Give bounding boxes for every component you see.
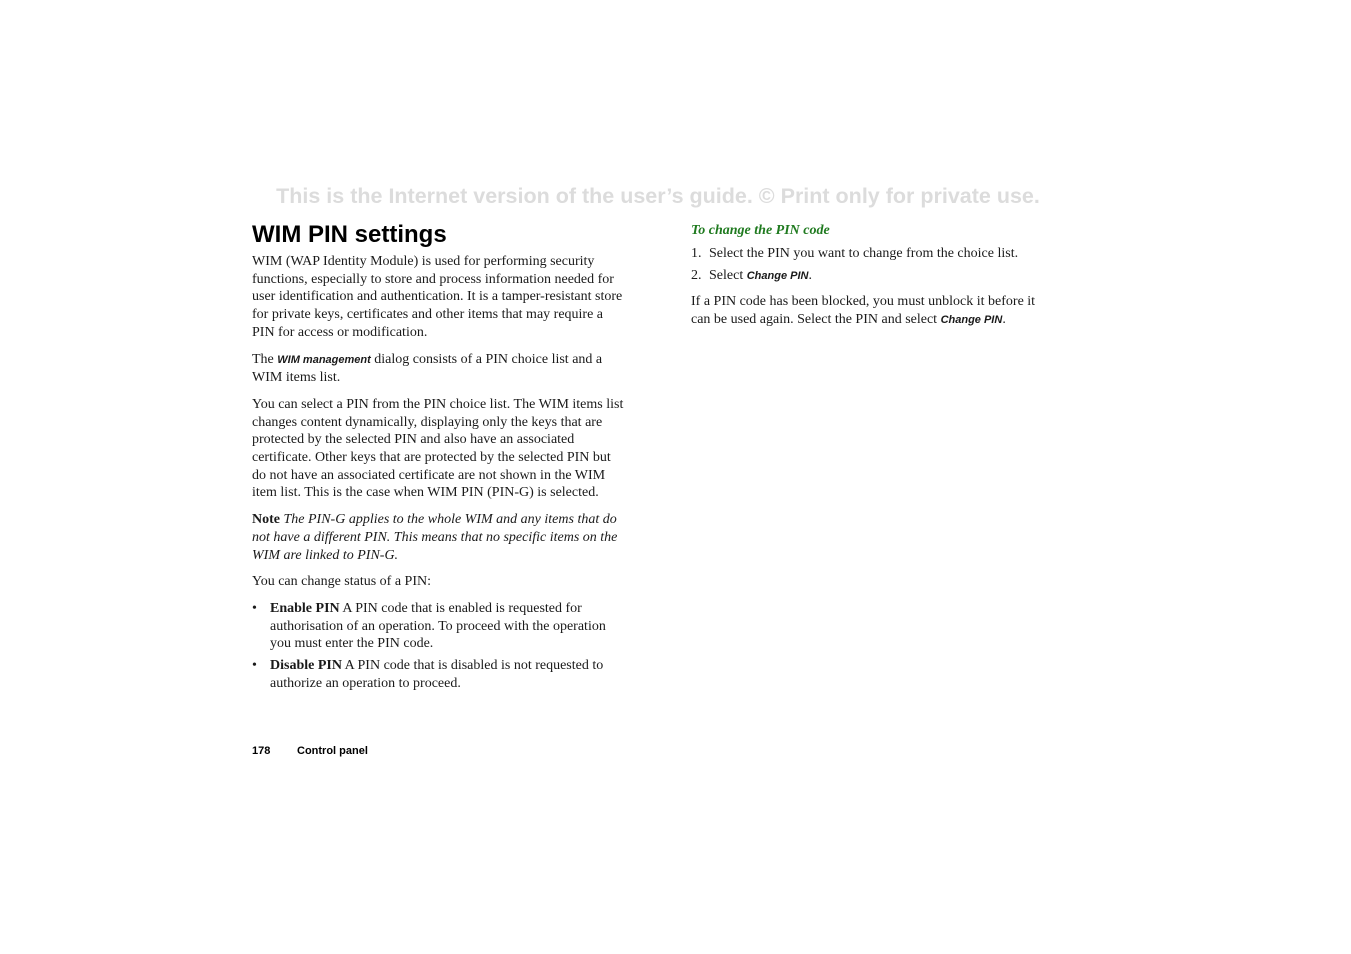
dialog-paragraph-pre: The [252, 351, 278, 367]
bullet-mark: • [252, 600, 257, 616]
disable-pin-description: A PIN code that is disabled is not requested to authorize an operation to proceed. [270, 658, 604, 691]
dialog-paragraph-post: dialog consists of a PIN choice list and a WIM items list. [252, 351, 603, 386]
page-footer [252, 745, 368, 757]
step-text-pre: Select [709, 267, 747, 283]
change-pin-label: Change PIN [940, 314, 1003, 327]
enable-pin-description: A PIN code that is enabled is requested for authorisation of an operation. To proceed with the operation you must enter the PIN code. [270, 600, 606, 652]
note-label: Note [252, 512, 280, 528]
pin-status-list [252, 600, 624, 693]
step-text: Select the PIN you want to change from the choice list. [709, 246, 1019, 261]
disable-pin-term: Disable PIN [270, 658, 342, 674]
blocked-pin-text: If a PIN code has been blocked, you must unblock it before it can be used again. Select the PIN and select [691, 294, 1036, 328]
page-number: 178 [252, 745, 271, 757]
procedure-heading: To change the PIN code [691, 223, 830, 238]
left-column [252, 220, 624, 696]
right-column [691, 222, 1053, 339]
blocked-pin-post: . [1002, 312, 1006, 328]
blocked-pin-paragraph [691, 293, 1053, 329]
dialog-paragraph [252, 351, 624, 387]
list-item [691, 267, 1053, 286]
pin-choice-paragraph: You can select a PIN from the PIN choice list. The WIM items list changes content dynamically, displaying only the keys that are protected by the selected PIN and also have an associated certificate. Other keys that are protected by the selected PIN but do not have an associated certificate are not shown in the WIM item list. This is the case when WIM PIN (PIN-G) is selected. [252, 396, 624, 501]
wim-management-label: WIM management [277, 353, 371, 366]
step-number: 1. [691, 246, 702, 261]
procedure-steps [691, 245, 1053, 285]
note-text: The PIN-G applies to the whole WIM and any items that do not have a different PIN. This means that no specific items on the WIM are linked to PIN-G. [252, 512, 618, 563]
change-pin-label: Change PIN [746, 269, 809, 282]
list-item [252, 600, 624, 653]
step-number: 2. [691, 267, 702, 283]
status-intro: You can change status of a PIN: [252, 574, 431, 590]
step-text-post: . [808, 267, 812, 283]
section-name: Control panel [297, 745, 368, 757]
enable-pin-term: Enable PIN [270, 600, 340, 616]
list-item [691, 245, 1053, 263]
intro-paragraph: WIM (WAP Identity Module) is used for performing security functions, especially to store and process information needed for user identification and authentication. It is a tamper-resistant store for private keys, certificates and other items that may require a PIN for access or modification. [252, 254, 623, 340]
note-paragraph [252, 511, 624, 564]
watermark-notice: This is the Internet version of the user’s guide. © Print only for private use. [276, 184, 1040, 208]
page-title: WIM PIN settings [252, 221, 447, 248]
bullet-mark: • [252, 658, 257, 674]
list-item [252, 657, 624, 692]
